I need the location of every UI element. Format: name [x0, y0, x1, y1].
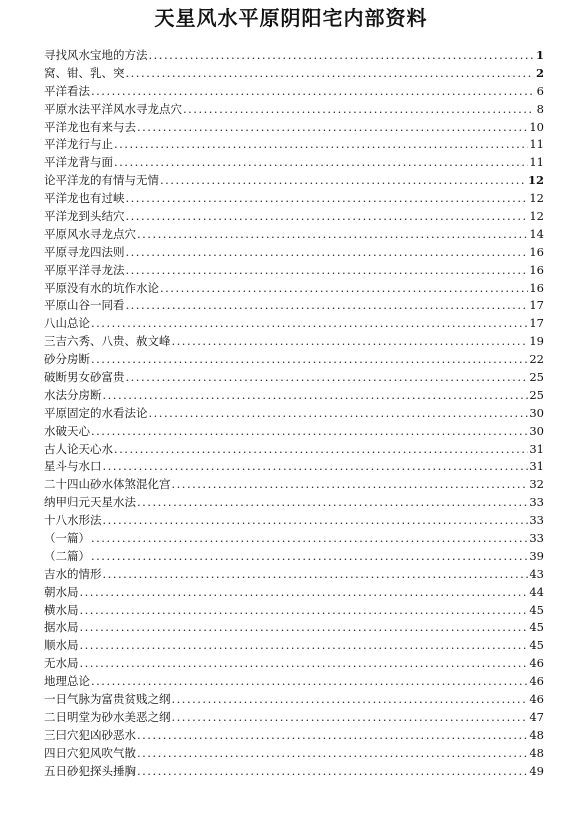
toc-entry[interactable] [44, 262, 544, 280]
toc-entry-page-number: 49 [529, 763, 544, 778]
toc-entry-page-number: 14 [529, 226, 544, 241]
toc-entry-title: 平原没有水的坑作水论 [44, 280, 159, 295]
toc-entry[interactable] [44, 136, 544, 154]
toc-entry[interactable] [44, 548, 544, 566]
toc-entry[interactable] [44, 494, 544, 512]
toc-leader-dots [126, 262, 529, 280]
toc-leader-dots [126, 297, 529, 315]
toc-entry-title: 平原寻龙四法则 [44, 244, 125, 259]
toc-entry-page-number: 11 [529, 137, 544, 152]
toc-entry-title: 吉水的情形 [44, 566, 102, 581]
toc-entry-title: 平洋龙背与面 [44, 155, 113, 170]
toc-leader-dots [91, 423, 528, 441]
toc-entry-page-number: 8 [536, 101, 544, 116]
toc-entry-page-number: 12 [529, 209, 544, 223]
toc-leader-dots [91, 530, 528, 548]
toc-entry-title: 朝水局 [44, 584, 79, 599]
toc-entry[interactable] [44, 512, 544, 530]
toc-entry-title: 据水局 [44, 620, 79, 635]
toc-entry-page-number: 33 [529, 531, 544, 546]
toc-entry[interactable] [44, 727, 544, 745]
toc-entry-page-number: 45 [529, 638, 544, 653]
toc-entry-page-number: 12 [529, 191, 544, 206]
toc-leader-dots [91, 83, 533, 101]
toc-leader-dots [103, 512, 529, 530]
toc-entry-page-number: 30 [529, 405, 544, 420]
toc-entry-page-number: 33 [529, 513, 544, 528]
toc-leader-dots [172, 333, 529, 351]
toc-leader-dots [80, 619, 529, 637]
toc-entry-title: （二篇） [44, 548, 90, 563]
toc-entry-title: 平洋龙到头结穴 [44, 209, 125, 223]
toc-entry-page-number: 43 [529, 566, 544, 581]
toc-leader-dots [160, 172, 527, 190]
toc-entry[interactable] [44, 691, 544, 709]
toc-entry-title: 平洋龙也有来与去 [44, 119, 136, 134]
toc-entry-title: 平洋龙也有过峡 [44, 191, 125, 206]
toc-entry[interactable] [44, 602, 544, 620]
toc-leader-dots [103, 458, 529, 476]
toc-entry-title: 水法分房断 [44, 387, 102, 402]
toc-leader-dots [126, 65, 534, 83]
toc-leader-dots [183, 101, 533, 119]
toc-entry-page-number: 46 [529, 656, 544, 671]
toc-entry-title: 寻找风水宝地的方法 [44, 47, 148, 62]
toc-entry-page-number: 6 [536, 83, 544, 98]
toc-entry-title: 地理总论 [44, 674, 90, 689]
toc-entry-page-number: 12 [527, 173, 544, 188]
toc-entry[interactable] [44, 226, 544, 244]
document-title: 天星风水平原阴阳宅内部资料 [154, 6, 428, 30]
toc-entry-page-number: 17 [529, 316, 544, 331]
toc-entry-title: 论平洋龙的有情与无情 [44, 173, 159, 188]
toc-leader-dots [103, 387, 529, 405]
toc-entry-title: 古人论天心水 [44, 441, 113, 456]
toc-entry-page-number: 30 [529, 423, 544, 438]
toc-entry-title: 二日明堂为砂水美恶之纲 [44, 709, 171, 724]
toc-entry[interactable] [44, 566, 544, 584]
toc-entry[interactable] [44, 244, 544, 262]
toc-entry-page-number: 45 [529, 602, 544, 617]
toc-entry-title: 三曰穴犯凶砂恶水 [44, 727, 136, 742]
toc-leader-dots [91, 315, 528, 333]
toc-entry[interactable] [44, 208, 544, 226]
toc-leader-dots [103, 566, 529, 584]
toc-leader-dots [126, 190, 529, 208]
toc-leader-dots [137, 226, 528, 244]
toc-leader-dots [137, 119, 528, 137]
toc-entry[interactable] [44, 65, 544, 83]
toc-entry[interactable] [44, 423, 544, 441]
toc-entry-title: 平原风水寻龙点穴 [44, 226, 136, 241]
toc-leader-dots [172, 476, 529, 494]
toc-entry-title: 横水局 [44, 602, 79, 617]
toc-leader-dots [172, 709, 529, 727]
toc-entry[interactable] [44, 297, 544, 315]
toc-entry-title: 四日穴犯风吹气散 [44, 745, 136, 760]
toc-entry-page-number: 32 [529, 477, 544, 492]
toc-leader-dots [91, 673, 528, 691]
toc-leader-dots [80, 602, 529, 620]
toc-entry[interactable] [44, 351, 544, 369]
toc-entry[interactable] [44, 172, 544, 190]
toc-entry-page-number: 19 [529, 334, 544, 349]
toc-entry[interactable] [44, 190, 544, 208]
table-of-contents [44, 47, 544, 781]
toc-entry-title: 二十四山砂水体煞混化宫 [44, 477, 171, 492]
toc-leader-dots [137, 494, 528, 512]
toc-entry[interactable] [44, 584, 544, 602]
toc-entry-page-number: 31 [529, 459, 544, 474]
toc-entry-page-number: 10 [529, 119, 544, 134]
toc-entry[interactable] [44, 458, 544, 476]
toc-entry-page-number: 1 [535, 47, 544, 62]
toc-leader-dots [80, 655, 529, 673]
toc-entry-page-number: 17 [529, 298, 544, 313]
toc-entry-page-number: 16 [529, 262, 544, 277]
toc-entry[interactable] [44, 530, 544, 548]
toc-entry-title: 八山总论 [44, 316, 90, 331]
toc-entry-title: 平原固定的水看法论 [44, 405, 148, 420]
toc-entry-title: 砂分房断 [44, 352, 90, 367]
toc-entry-page-number: 16 [529, 280, 544, 295]
toc-entry[interactable] [44, 637, 544, 655]
toc-entry-title: 窝、钳、乳、突 [44, 65, 125, 80]
toc-entry-title: 平原山谷一同看 [44, 298, 125, 313]
toc-entry-title: 纳甲归元天星水法 [44, 495, 136, 510]
toc-leader-dots [149, 405, 529, 423]
toc-entry-title: 星斗与水口 [44, 459, 102, 474]
toc-entry-page-number: 11 [529, 155, 544, 170]
toc-entry-title: 顺水局 [44, 638, 79, 653]
toc-entry[interactable] [44, 745, 544, 763]
toc-entry-title: 十八水形法 [44, 513, 102, 528]
toc-entry-title: 无水局 [44, 656, 79, 671]
toc-leader-dots [137, 763, 528, 781]
toc-entry[interactable] [44, 101, 544, 119]
toc-entry[interactable] [44, 333, 544, 351]
toc-entry[interactable] [44, 387, 544, 405]
toc-entry-page-number: 48 [529, 745, 544, 760]
toc-entry-title: 平原平洋寻龙法 [44, 262, 125, 277]
toc-entry-page-number: 31 [529, 441, 544, 456]
toc-leader-dots [91, 548, 528, 566]
toc-leader-dots [126, 244, 529, 262]
toc-entry-page-number: 46 [529, 692, 544, 707]
toc-entry[interactable] [44, 476, 544, 494]
toc-entry-title: 三吉六秀、八贵、赦文峰 [44, 334, 171, 349]
toc-entry[interactable] [44, 620, 544, 638]
toc-entry-title: 破断男女砂富贵 [44, 370, 125, 385]
toc-entry-title: 一日气脉为富贵贫贱之纲 [44, 692, 171, 707]
toc-entry[interactable] [44, 405, 544, 423]
toc-entry-page-number: 39 [529, 548, 544, 563]
toc-leader-dots [80, 584, 529, 602]
toc-leader-dots [137, 745, 528, 763]
toc-entry[interactable] [44, 709, 544, 727]
toc-entry-title: 平原水法平洋风水寻龙点穴 [44, 101, 182, 116]
toc-entry-title: （一篇） [44, 531, 90, 546]
toc-entry-page-number: 16 [529, 244, 544, 259]
toc-entry-page-number: 48 [529, 727, 544, 742]
toc-leader-dots [114, 441, 528, 459]
toc-leader-dots [149, 47, 534, 65]
toc-entry-title: 水破天心 [44, 423, 90, 438]
toc-leader-dots [114, 136, 528, 154]
toc-entry[interactable] [44, 369, 544, 387]
toc-leader-dots [160, 280, 528, 298]
toc-entry[interactable] [44, 655, 544, 673]
toc-entry-page-number: 44 [529, 584, 544, 599]
toc-entry[interactable] [44, 83, 544, 101]
toc-entry-page-number: 25 [529, 387, 544, 402]
toc-entry-page-number: 22 [529, 352, 544, 367]
toc-entry[interactable] [44, 673, 544, 691]
toc-entry[interactable] [44, 763, 544, 781]
toc-entry-page-number: 25 [529, 370, 544, 385]
toc-leader-dots [80, 637, 529, 655]
toc-leader-dots [114, 154, 528, 172]
toc-entry[interactable] [44, 315, 544, 333]
toc-leader-dots [172, 691, 529, 709]
toc-entry-page-number: 2 [535, 65, 544, 80]
toc-entry-page-number: 33 [529, 495, 544, 510]
toc-entry-page-number: 46 [529, 674, 544, 689]
toc-entry-title: 平洋看法 [44, 83, 90, 98]
toc-entry[interactable] [44, 280, 544, 298]
toc-leader-dots [91, 351, 528, 369]
toc-leader-dots [137, 727, 528, 745]
toc-entry-title: 平洋龙行与止 [44, 137, 113, 152]
toc-leader-dots [126, 208, 529, 226]
toc-entry[interactable] [44, 441, 544, 459]
toc-leader-dots [126, 369, 529, 387]
toc-entry-page-number: 47 [529, 709, 544, 724]
toc-entry[interactable] [44, 119, 544, 137]
toc-entry[interactable] [44, 154, 544, 172]
toc-entry-page-number: 45 [529, 620, 544, 635]
toc-entry[interactable] [44, 47, 544, 65]
toc-entry-title: 五日砂犯探头捶胸 [44, 763, 136, 778]
